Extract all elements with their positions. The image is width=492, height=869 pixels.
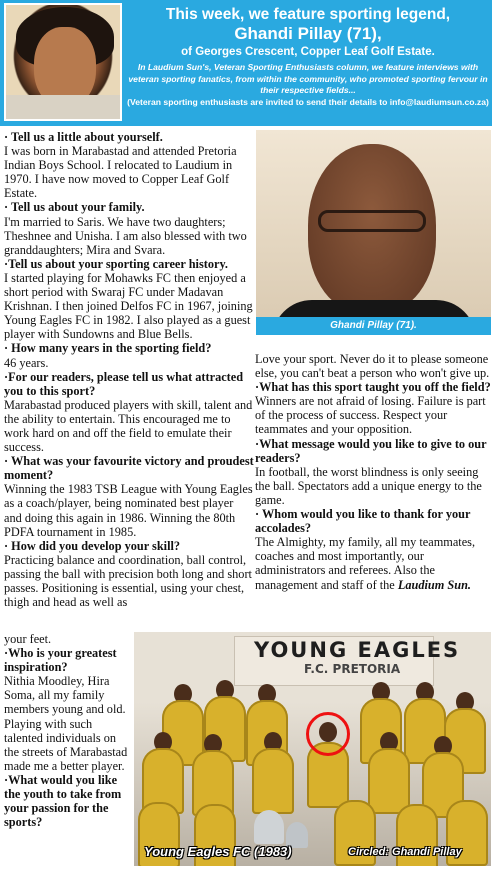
headshot-shirt (6, 95, 122, 119)
question: · Tell us a little about yourself. (4, 130, 163, 144)
team-photo (134, 632, 491, 866)
answer: I started playing for Mohawks FC then enjoyed a short period with Swaraj FC under Madavan Krishnan. I then joined Delfos FC in 1967, joining Young Eagles FC in 1982. I also played as a guest player with Sundowns and Blue Bells. (4, 270, 253, 342)
question: ·What would you like the youth to take from your passion for the sports? (4, 772, 122, 830)
question: ·For our readers, please tell us what attracted you to this sport? (4, 369, 244, 398)
question: ·Who is your greatest inspiration? (4, 646, 117, 675)
sign-text-sub: F.C. PRETORIA (304, 662, 401, 676)
headline-address: of Georges Crescent, Copper Leaf Golf Estate. (181, 46, 435, 58)
intro-italic: In Laudium Sun's, Veteran Sporting Enthusiasts column, we feature interviews with veteran sporting fanatics, from within the community, who promoted sporting fervour in their respective fields... (128, 62, 488, 95)
answer: Winning the 1983 TSB League with Young Eagles as a coach/player, being nominated best player and doing this again in 1986. Winning the 80th PDFA tournament in 1985. (4, 482, 253, 539)
publication-name: Laudium Sun. (397, 577, 471, 592)
header-banner (0, 0, 492, 126)
article-column-2 (255, 352, 491, 592)
answer: In football, the worst blindness is only seeing the ball. Spectators add a unique energy to the game. (255, 464, 482, 507)
answer: Nithia Moodley, Hira Soma, all my family members young and old. Playing with such talented individuals on the streets of Marabastad made me a better player. (4, 674, 128, 773)
answer: I'm married to Saris. We have two daughters; Theshnee and Unisha. I am also blessed with two granddaughters; Mira and Svara. (4, 214, 247, 257)
team-photo-caption: Young Eagles FC (1983) (144, 844, 292, 859)
question: ·Tell us about your sporting career history. (4, 256, 228, 271)
sign-text: YOUNG EAGLES (254, 638, 461, 662)
answer: your feet. (4, 632, 52, 646)
headline-line1: This week, we feature sporting legend, (165, 6, 451, 23)
player (368, 748, 410, 814)
answer: The Almighty, my family, all my teammates, coaches and most importantly, our administrators and referees. Also the management and staff of the (255, 535, 476, 592)
question: · How many years in the sporting field? (4, 341, 212, 356)
question: · How did you develop your skill? (4, 538, 181, 553)
highlight-circle (306, 712, 350, 756)
question: · Tell us about your family. (4, 200, 145, 215)
article-column-1 (4, 130, 254, 609)
answer: Love your sport. Never do it to please someone else, you can't beat a person who won't give up. (255, 352, 490, 381)
portrait-photo (256, 130, 491, 335)
portrait-caption: Ghandi Pillay (71). (256, 317, 491, 335)
portrait-glasses (318, 210, 426, 232)
answer: 46 years. (4, 355, 49, 370)
question: ·What has this sport taught you off the field? (255, 380, 491, 395)
intro-plain: (Veteran sporting enthusiasts are invited to send their details to info@laudiumsun.co.za) (127, 96, 489, 107)
answer: I was born in Marabastad and attended Pretoria Indian Boys School. I relocated to Laudium in 1970. I have now moved to Copper Leaf Golf Estate. (4, 144, 237, 201)
answer: Marabastad produced players with skill, talent and the ability to entertain. This encouraged me to work hard on and off the field to emulate their success. (4, 397, 253, 455)
column-intro (126, 62, 490, 108)
headshot-photo (4, 3, 122, 121)
answer: Winners are not afraid of losing. Failure is part of the process of success. Respect your teammates and your opposition. (255, 394, 486, 437)
headline-name: Ghandi Pillay (71), (234, 24, 382, 43)
question: · Whom would you like to thank for your accolades? (255, 507, 471, 536)
player (252, 748, 294, 814)
article-column-3 (4, 632, 128, 829)
question: · What was your favourite victory and proudest moment? (4, 454, 254, 483)
team-photo-circled-note: Circled: Ghandi Pillay (348, 846, 462, 858)
question: ·What message would you like to give to our readers? (255, 436, 487, 465)
trophy (254, 810, 284, 844)
answer: Practicing balance and coordination, ball control, passing the ball with precision both long and short passes. Positioning is essential, using your chest, thigh and head as well as (4, 552, 252, 610)
